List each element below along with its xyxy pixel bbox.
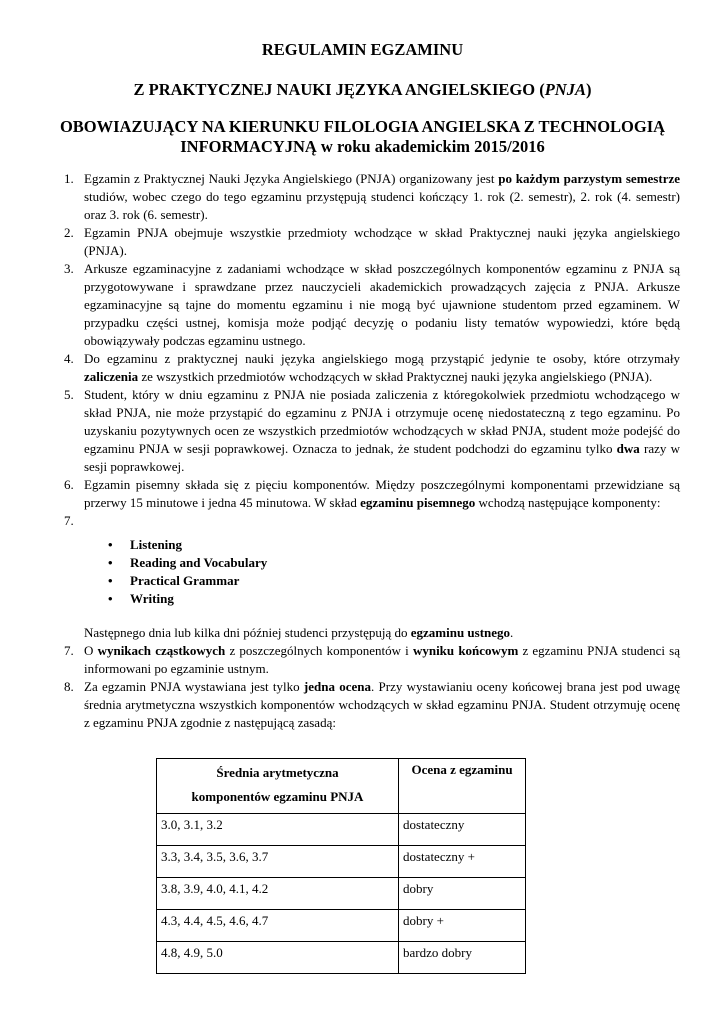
table-row: 3.8, 3.9, 4.0, 4.1, 4.2 dobry [157,878,526,910]
list-item: 6. Egzamin pisemny składa się z pięciu komponentów. Między poszczególnymi komponentami przewidziane są przerwy 15 minutowe i jedna 45 minutowa. W skład egzaminu pisemnego wchodzą następujące komponenty: [64,477,680,510]
list-item: 3. Arkusze egzaminacyjne z zadaniami wchodzące w skład poszczególnych komponentów egzaminu z PNJA są przygotowywane i sprawdzane przez nauczycieli akademickich prowadzących zajęcia z PNJA. Arkusze egzaminacyjne są tajne do momentu egzaminu i nie mogą być ujawnione studentom przed egzaminem. W przypadku części ustnej, komisja może podjąć decyzję o podaniu listy tematów wypowiedzi, które będą obowiązywały podczas egzaminu ustnego. [64,261,680,348]
list-item: 5. Student, który w dniu egzaminu z PNJA nie posiada zaliczenia z któregokolwiek przedmiotu wchodzącego w skład PNJA, nie może przystąpić do egzaminu z PNJA i otrzymuje ocenę niedostateczną z tego egzaminu. Po uzyskaniu pozytywnych ocen ze wszystkich przedmiotów wchodzących w skład PNJA, student może podejść do egzaminu PNJA w sesji poprawkowej. Oznacza to jednak, że student podchodzi do egzaminu tylko dwa razy w sesji poprawkowej. [64,387,680,474]
list-item: 7. [64,513,74,528]
list-item: 1. Egzamin z Praktycznej Nauki Języka Angielskiego (PNJA) organizowany jest po każdym parzystym semestrze studiów, wobec czego do tego egzaminu przystępują studenci kończący 1. rok (2. semestr), 2. rok (4. semestr) oraz 3. rok (6. semestr). [64,171,681,222]
bullet-item: • Listening [108,537,183,552]
bullet-item: • Writing [108,591,174,606]
list-item: 7. O wynikach cząstkowych z poszczególnych komponentów i wyniku końcowym z egzaminu PNJA studenci są informowani po egzaminie ustnym. [64,643,680,676]
list-item: 2. Egzamin PNJA obejmuje wszystkie przedmioty wchodzące w skład Praktycznej nauki języka angielskiego (PNJA). [64,225,680,258]
header-grade: Ocena z egzaminu [399,759,526,814]
bullet-item: • Practical Grammar [108,573,240,588]
document-scope-heading: OBOWIAZUJĄCY NA KIERUNKU FILOLOGIA ANGIELSKA Z TECHNOLOGIĄ INFORMACYJNĄ w roku akademickim 2015/2016 [59,117,666,156]
table-row: 4.8, 4.9, 5.0 bardzo dobry [157,942,526,974]
regulations-list [64,170,680,732]
bullet-item: • Reading and Vocabulary [108,555,268,570]
list-item: 8. Za egzamin PNJA wystawiana jest tylko jedna ocena. Przy wystawianiu oceny końcowej brana jest pod uwagę średnia arytmetyczna wszystkich komponentów wchodzących w skład egzaminu PNJA. Student otrzymuję ocenę z egzaminu PNJA zgodnie z następującą zasadą: [64,679,680,730]
oral-exam-note: Następnego dnia lub kilka dni później studenci przystępują do egzaminu ustnego. [84,625,514,640]
table-row: 4.3, 4.4, 4.5, 4.6, 4.7 dobry + [157,910,526,942]
document-title: REGULAMIN EGZAMINU [261,40,464,59]
list-item: 4. Do egzaminu z praktycznej nauki języka angielskiego mogą przystąpić jedynie te osoby, które otrzymały zaliczenia ze wszystkich przedmiotów wchodzących w skład Praktycznej nauki języka angielskiego (PNJA). [64,351,680,384]
grading-table [156,758,526,974]
document-subtitle: Z PRAKTYCZNEJ NAUKI JĘZYKA ANGIELSKIEGO (PNJA) [133,80,592,99]
table-row: 3.3, 3.4, 3.5, 3.6, 3.7 dostateczny + [157,846,526,878]
table-header-row [157,759,526,814]
header-average: Średnia arytmetyczna komponentów egzaminu PNJA [157,759,399,814]
table-row: 3.0, 3.1, 3.2 dostateczny [157,814,526,846]
